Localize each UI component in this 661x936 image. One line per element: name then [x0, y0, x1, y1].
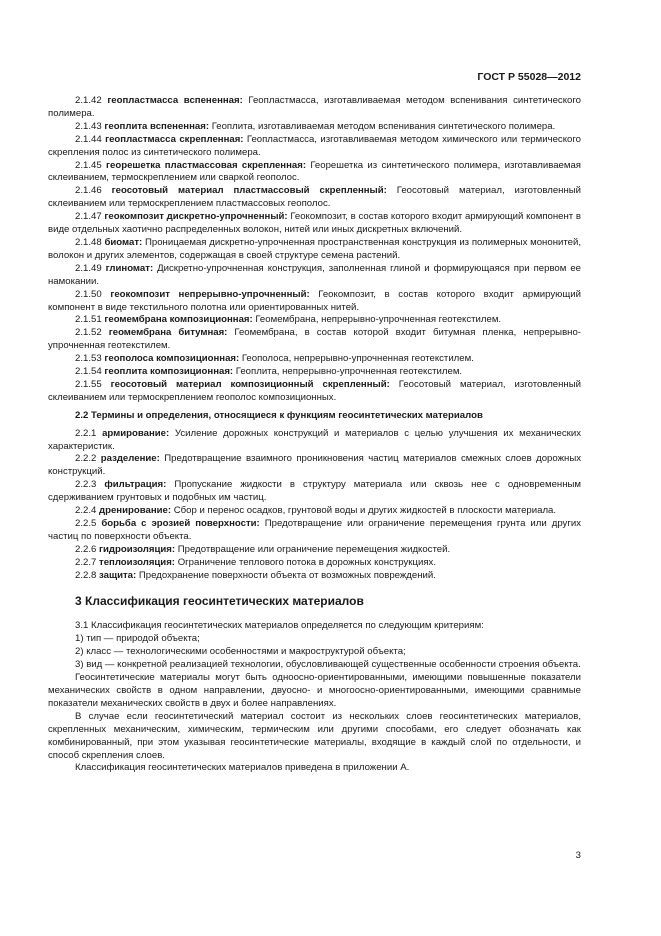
term-entry — [48, 211, 581, 237]
term-definition: Дискретно-упрочненная конструкция, заполненная глиной и формирующаяся при первом ее намокании. — [48, 262, 581, 287]
paragraph: 3) вид — конкретной реализацией технологии, обусловливающей существенные особенности строения объекта. — [75, 659, 581, 671]
term-definition: Усиление дорожных конструкций и материалов с целью улучшения их механических характеристик. — [48, 427, 582, 452]
term-entry — [48, 428, 581, 454]
term-definition: Предотвращение или ограничение перемещения грунта или других частиц по поверхности объекта. — [48, 518, 582, 542]
term-definition: Проницаемая дискретно-упрочненная пространственная конструкция из полимерных мононитей, волокон и других элементов, содержащая в своей структуре семена растений. — [48, 236, 581, 261]
term-entry — [48, 237, 581, 263]
term-name: борьба с эрозией поверхности: — [101, 518, 260, 529]
term-number: 2.2.4 — [75, 505, 97, 517]
term-name: геоплита композиционная: — [104, 366, 234, 378]
term-number: 2.1.48 — [75, 236, 102, 248]
term-number: 2.1.47 — [75, 211, 102, 223]
term-definition: Геокомпозит, в состав которого входит армирующий компонент в виде текстильного полотна или ориентированных нитей. — [48, 288, 581, 313]
term-definition: Георешетка из синтетического полимера, изготавливаемая склеиванием, термоскреплением или сваркой геополос. — [48, 159, 581, 184]
term-definition: Геоплита, изготавливаемая методом вспенивания синтетического полимера. — [211, 120, 556, 132]
standard-header: ГОСТ Р 55028—2012 — [477, 71, 581, 83]
term-name: глиномат: — [105, 262, 154, 274]
term-definition: Геосотовый материал, изготовленный склеиванием или термоскреплением геополос композиционных. — [48, 378, 581, 403]
term-number: 2.2.1 — [75, 427, 97, 439]
term-entry — [48, 505, 581, 518]
subsection-heading: 2.2 Термины и определения, относящиеся к функциям геосинтетических материалов — [75, 409, 483, 421]
term-entry — [48, 327, 581, 353]
term-number: 2.1.50 — [75, 288, 102, 300]
term-name: геокомпозит непрерывно-упрочненный: — [110, 288, 310, 300]
term-entry — [48, 544, 581, 557]
term-number: 2.2.2 — [75, 453, 97, 465]
term-number: 2.2.8 — [75, 569, 97, 581]
term-name: фильтрация: — [104, 479, 167, 491]
paragraph: 1) тип — природой объекта; — [75, 633, 200, 645]
terms-list-2-1 — [48, 95, 581, 405]
term-entry — [48, 160, 581, 186]
paragraph: Геосинтетические материалы могут быть одноосно-ориентированными, имеющими повышенные показатели механических свойств в одном направлении, двуосно- и многоосно-ориентированными, имеющими сравнимые показатели механических свойств в двух и более направлениях. — [48, 672, 581, 709]
term-entry — [48, 314, 581, 327]
term-name: дренирование: — [99, 505, 172, 517]
term-entry — [48, 557, 581, 570]
term-entry — [48, 121, 581, 134]
paragraph: В случае если геосинтетический материал состоит из нескольких слоев геосинтетических материалов, скрепленных механическим, химическим, термическим или другими способами, его следует обозначать как комбинированный, при этом указывая геосинтетические материалы, входящие в каждый слой по отдельности, и способ скрепления слоев. — [48, 710, 581, 761]
term-definition: Геополоса, непрерывно-упрочненная геотекстилем. — [241, 353, 474, 365]
term-definition: Ограничение теплового потока в дорожных конструкциях. — [177, 556, 436, 568]
term-entry — [48, 453, 581, 479]
term-entry — [48, 518, 581, 544]
terms-list-2-2 — [48, 428, 581, 583]
term-number: 2.2.5 — [75, 518, 97, 529]
term-name: гидроизоляция: — [99, 543, 176, 555]
term-definition: Геокомпозит, в состав которого входит армирующий компонент в виде отдельных хаотично распределенных волокон, нитей или иных дискретных включений. — [48, 211, 581, 236]
term-definition: Геоплита, непрерывно-упрочненная геотекстилем. — [235, 366, 463, 378]
term-name: геомембрана композиционная: — [104, 314, 253, 326]
term-number: 2.1.55 — [75, 378, 102, 390]
term-definition: Геопластмасса, изготавливаемая методом вспенивания синтетического полимера. — [48, 95, 581, 119]
term-name: геопластмасса вспененная: — [107, 95, 243, 106]
term-name: геопластмасса скрепленная: — [105, 133, 244, 145]
term-name: георешетка пластмассовая скрепленная: — [106, 159, 307, 171]
section-paragraphs — [48, 620, 581, 775]
term-name: геоплита вспененная: — [104, 120, 210, 132]
term-definition: Сбор и перенос осадков, грунтовой воды и других жидкостей в плоскости материала. — [173, 505, 557, 517]
term-number: 2.1.53 — [75, 353, 102, 365]
term-number: 2.2.7 — [75, 556, 97, 568]
term-name: геомембрана битумная: — [108, 327, 228, 339]
term-number: 2.1.45 — [75, 159, 102, 171]
term-number: 2.1.52 — [75, 327, 102, 339]
term-definition: Предотвращение или ограничение перемещения жидкостей. — [177, 543, 451, 555]
term-definition: Предотвращение взаимного проникновения частиц материалов смежных слоев дорожных конструкций. — [48, 453, 582, 478]
paragraph: Классификация геосинтетических материалов приведена в приложении А. — [75, 762, 410, 774]
term-name: геополоса композиционная: — [104, 353, 240, 365]
term-number: 2.1.51 — [75, 314, 102, 326]
term-entry — [48, 289, 581, 315]
term-name: теплоизоляция: — [99, 556, 176, 568]
page-content — [48, 95, 581, 775]
term-entry — [48, 379, 581, 405]
term-definition: Предохранение поверхности объекта от возможных повреждений. — [138, 569, 436, 581]
term-number: 2.1.43 — [75, 120, 102, 132]
term-name: разделение: — [100, 453, 160, 465]
term-entry — [48, 134, 581, 160]
term-number: 2.1.44 — [75, 133, 102, 145]
paragraph: 2) класс — технологическими особенностями и макроструктурой объекта; — [75, 646, 406, 658]
section-title: 3 Классификация геосинтетических материалов — [75, 593, 364, 608]
term-entry — [48, 570, 581, 583]
term-definition: Геомембрана, в состав которой входит битумная пленка, непрерывно-упрочненная геотекстилем. — [48, 327, 581, 352]
paragraph: 3.1 Классификация геосинтетических материалов определяется по следующим критериям: — [75, 620, 484, 632]
term-entry — [48, 185, 581, 211]
term-number: 2.1.46 — [75, 185, 102, 197]
term-name: армирование: — [102, 427, 170, 439]
term-name: геосотовый материал композиционный скрепленный: — [110, 378, 390, 390]
term-name: защита: — [99, 569, 137, 581]
term-name: биомат: — [104, 236, 143, 248]
term-number: 2.1.49 — [75, 262, 102, 274]
term-name: геосотовый материал пластмассовый скрепленный: — [111, 185, 387, 197]
term-definition: Геопластмасса, изготавливаемая методом химического или термического скрепления полос из синтетического полимера. — [48, 133, 581, 158]
term-entry — [48, 479, 581, 505]
term-definition: Геомембрана, непрерывно-упрочненная геотекстилем. — [255, 314, 502, 326]
term-number: 2.2.3 — [75, 479, 97, 491]
term-entry — [48, 353, 581, 366]
term-definition: Геосотовый материал, изготовленный склеиванием или термоскреплением пластмассовых геополос. — [48, 185, 582, 210]
term-name: геокомпозит дискретно-упрочненный: — [104, 211, 288, 223]
term-number: 2.1.42 — [75, 95, 102, 106]
term-entry — [48, 263, 581, 289]
term-number: 2.2.6 — [75, 543, 97, 555]
term-definition: Пропускание жидкости в структуру материала или сквозь нее с одновременным сдерживанием грунтовых и подобных им частиц. — [48, 479, 582, 504]
term-entry — [48, 95, 581, 121]
page-number: 3 — [575, 850, 581, 861]
term-number: 2.1.54 — [75, 366, 102, 378]
term-entry — [48, 366, 581, 379]
